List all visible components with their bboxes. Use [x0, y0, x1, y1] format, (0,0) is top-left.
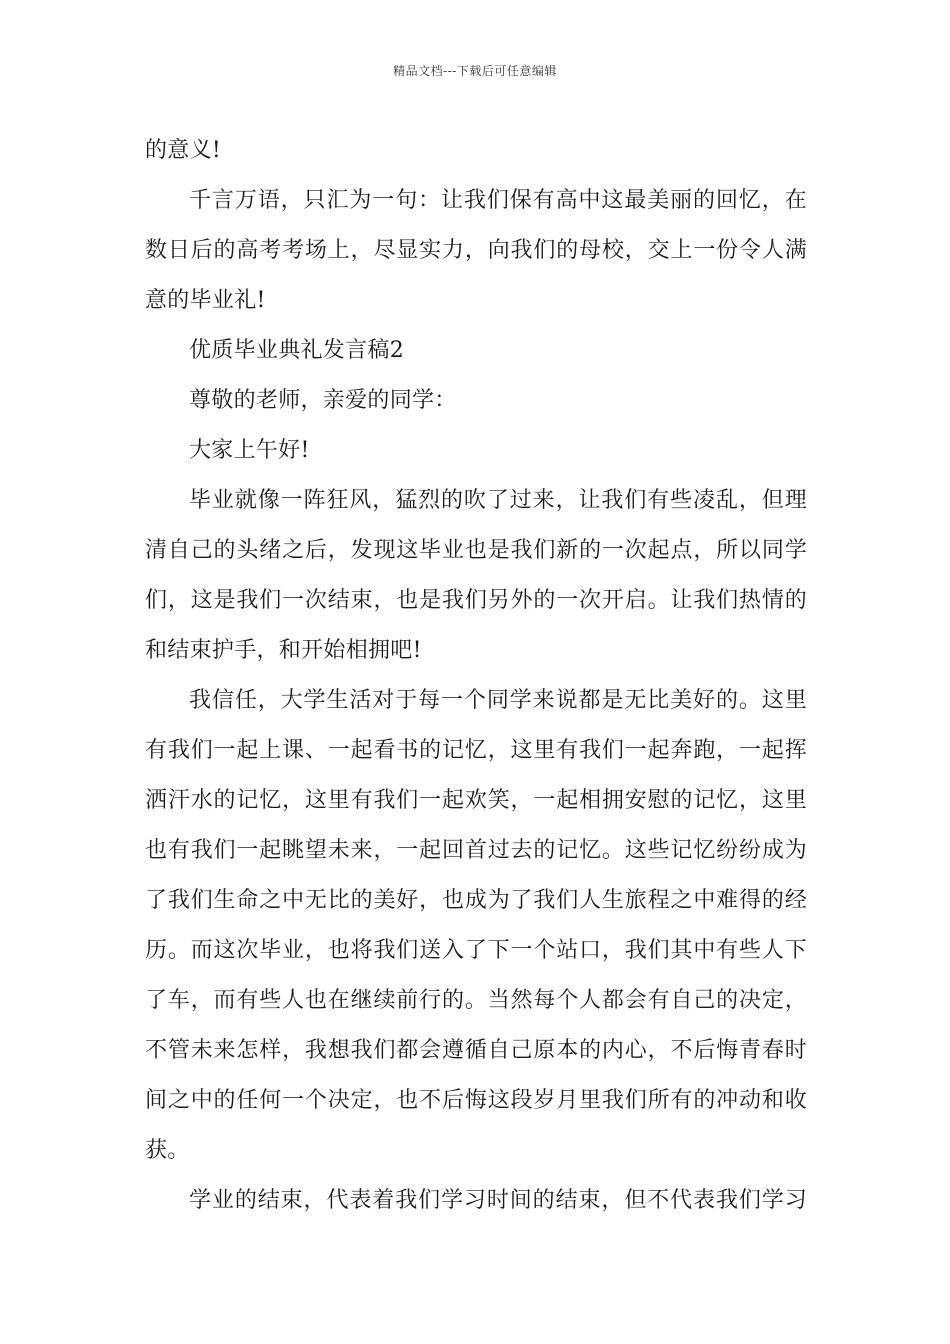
paragraph-first-line: 学业的结束，代表着我们学习时间的结束，但不代表我们学习 — [189, 1188, 807, 1213]
document-body — [145, 126, 807, 1226]
text-line: 间之中的任何一个决定，也不后悔这段岁月里我们所有的冲动和收 — [145, 1088, 807, 1113]
text-line: 了车，而有些人也在继续前行的。当然每个人都会有自己的决定， — [145, 988, 807, 1013]
text-line: 不管未来怎样，我想我们都会遵循自己原本的内心，不后悔青春时 — [145, 1038, 807, 1063]
text-line: 意的毕业礼! — [145, 288, 266, 313]
text-line: 们，这是我们一次结束，也是我们另外的一次开启。让我们热情的 — [145, 588, 807, 613]
text-line: 清自己的头绪之后，发现这毕业也是我们新的一次起点，所以同学 — [145, 538, 807, 563]
text-line: 的意义! — [145, 138, 222, 163]
text-line: 洒汗水的记忆，这里有我们一起欢笑，一起相拥安慰的记忆，这里 — [145, 788, 807, 813]
section-title: 优质毕业典礼发言稿2 — [189, 338, 404, 363]
text-line: 了我们生命之中无比的美好，也成为了我们人生旅程之中难得的经 — [145, 888, 807, 913]
page-header: 精品文档---下载后可任意编辑 — [393, 64, 557, 78]
text-line: 有我们一起上课、一起看书的记忆，这里有我们一起奔跑，一起挥 — [145, 738, 807, 763]
text-line: 也有我们一起眺望未来，一起回首过去的记忆。这些记忆纷纷成为 — [145, 838, 807, 863]
text-line: 历。而这次毕业，也将我们送入了下一个站口，我们其中有些人下 — [145, 938, 807, 963]
paragraph-first-line: 毕业就像一阵狂风，猛烈的吹了过来，让我们有些凌乱，但理 — [189, 488, 807, 513]
text-line: 获。 — [145, 1138, 190, 1163]
greeting: 大家上午好! — [189, 438, 310, 463]
salutation: 尊敬的老师，亲爱的同学： — [189, 388, 457, 413]
text-line: 数日后的高考考场上，尽显实力，向我们的母校，交上一份令人满 — [145, 238, 807, 263]
paragraph-first-line: 千言万语，只汇为一句：让我们保有高中这最美丽的回忆，在 — [189, 188, 807, 213]
paragraph-first-line: 我信任，大学生活对于每一个同学来说都是无比美好的。这里 — [189, 688, 807, 713]
text-line: 和结束护手，和开始相拥吧! — [145, 638, 422, 663]
